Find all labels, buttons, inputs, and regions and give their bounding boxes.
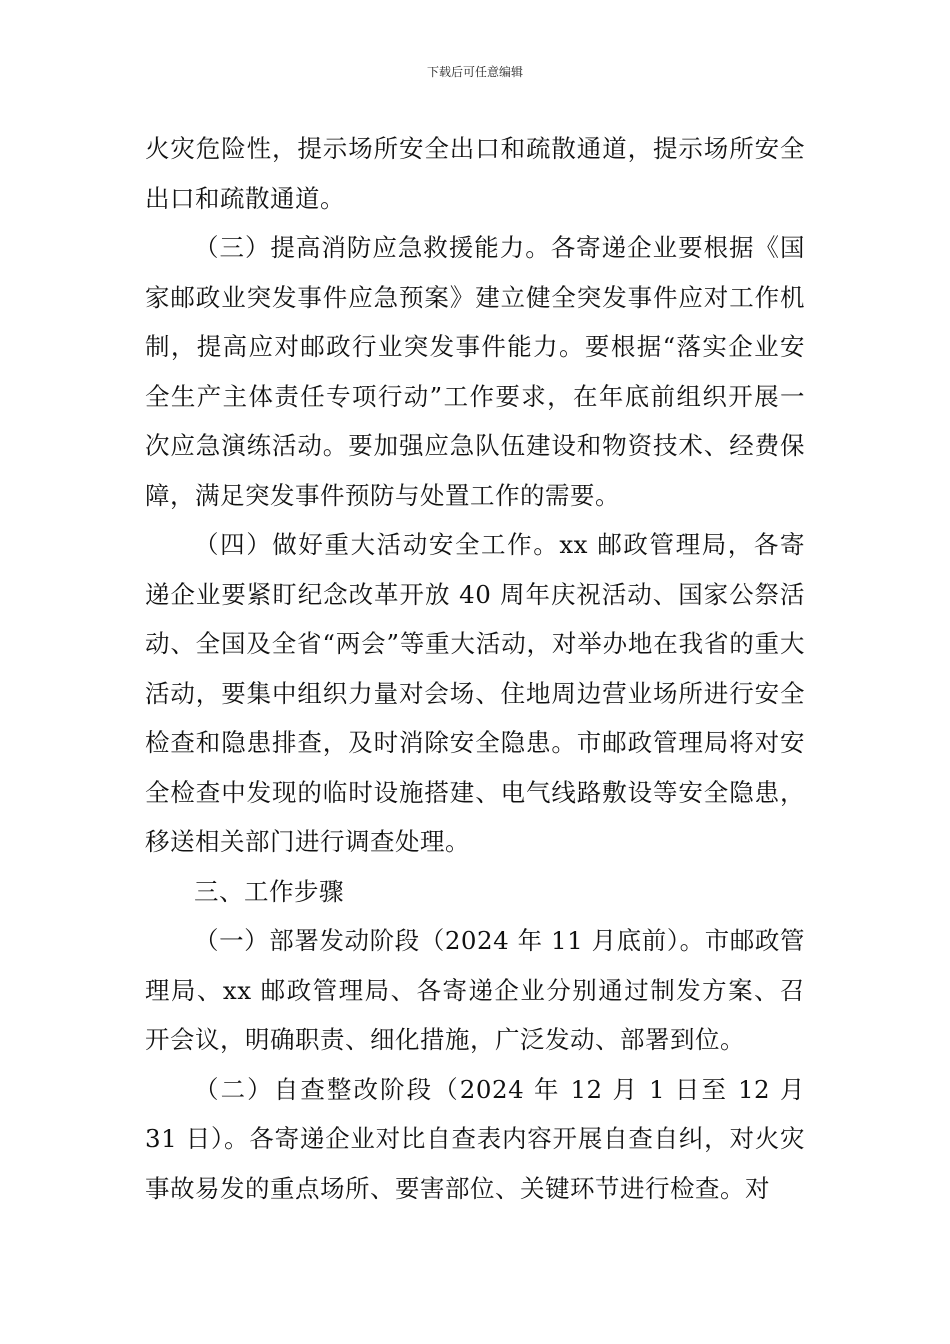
paragraph-section-3: （三）提高消防应急救援能力。各寄递企业要根据《国家邮政业突发事件应急预案》建立健全突发事件应对工作机制，提高应对邮政行业突发事件能力。要根据“落实企业安全生产主体责任专项行动”工作要求，在年底前组织开展一次应急演练活动。要加强应急队伍建设和物资技术、经费保障，满足突发事件预防与处置工作的需要。 xyxy=(145,233,805,510)
paragraph-step-2: （二）自查整改阶段（2024 年 12 月 1 日至 12 月 31 日）。各寄递企业对比自查表内容开展自查自纠，对火灾事故易发的重点场所、要害部位、关键环节进行检查。对 xyxy=(145,1074,805,1203)
paragraph-continuation: 火灾危险性，提示场所安全出口和疏散通道，提示场所安全出口和疏散通道。 xyxy=(145,134,805,213)
heading-work-steps: 三、工作步骤 xyxy=(194,876,344,906)
document-body xyxy=(145,124,805,1213)
paragraph-step-1: （一）部署发动阶段（2024 年 11 月底前）。市邮政管理局、xx 邮政管理局、各寄递企业分别通过制发方案、召开会议，明确职责、细化措施，广泛发动、部署到位。 xyxy=(145,926,805,1054)
page-header: 下载后可任意编辑 xyxy=(426,65,523,79)
paragraph-section-4: （四）做好重大活动安全工作。xx 邮政管理局，各寄递企业要紧盯纪念改革开放 40 周年庆祝活动、国家公祭活动、全国及全省“两会”等重大活动，对举办地在我省的重大活动，要集中组织力量对会场、住地周边营业场所进行安全检查和隐患排查，及时消除安全隐患。市邮政管理局将对安全检查中发现的临时设施搭建、电气线路敷设等安全隐患，移送相关部门进行调查处理。 xyxy=(145,530,805,856)
